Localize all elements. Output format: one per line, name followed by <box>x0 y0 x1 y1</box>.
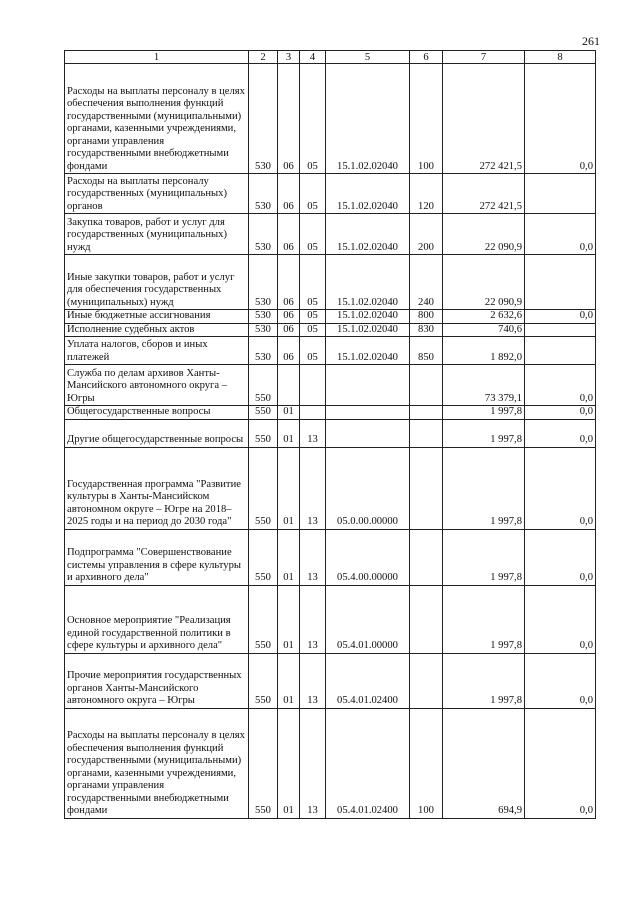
cell-amount: 1 997,8 <box>443 447 525 529</box>
cell-subsection: 13 <box>300 529 326 585</box>
cell-expense-type <box>410 406 443 420</box>
table-row <box>65 406 596 420</box>
cell-amount: 1 997,8 <box>443 419 525 447</box>
cell-subsection <box>300 406 326 420</box>
cell-subsection: 13 <box>300 708 326 818</box>
row-name: Общегосударственные вопросы <box>65 406 249 420</box>
cell-amount: 1 892,0 <box>443 337 525 365</box>
table-row <box>65 365 596 406</box>
cell-section: 06 <box>278 174 300 214</box>
cell-amount: 694,9 <box>443 708 525 818</box>
cell-admin-code: 550 <box>249 406 278 420</box>
cell-expense-type <box>410 365 443 406</box>
cell-section: 06 <box>278 214 300 255</box>
row-name: Подпрограмма "Совершенствование системы управления в сфере культуры и архивного дела" <box>65 529 249 585</box>
column-header: 4 <box>300 51 326 64</box>
cell-admin-code: 550 <box>249 653 278 708</box>
cell-target-article: 05.4.00.00000 <box>326 529 410 585</box>
cell-subsection: 13 <box>300 585 326 653</box>
cell-section: 06 <box>278 255 300 310</box>
cell-extra-amount <box>525 174 596 214</box>
cell-admin-code: 530 <box>249 337 278 365</box>
table-row <box>65 337 596 365</box>
cell-section: 01 <box>278 653 300 708</box>
table-row <box>65 255 596 310</box>
cell-extra-amount: 0,0 <box>525 585 596 653</box>
table-row <box>65 585 596 653</box>
row-name: Иные бюджетные ассигнования <box>65 310 249 324</box>
cell-expense-type <box>410 585 443 653</box>
cell-target-article: 15.1.02.02040 <box>326 310 410 324</box>
row-name: Основное мероприятие "Реализация единой государственной политики в сфере культуры и архивного дела" <box>65 585 249 653</box>
cell-extra-amount: 0,0 <box>525 214 596 255</box>
cell-expense-type <box>410 653 443 708</box>
cell-expense-type: 100 <box>410 708 443 818</box>
cell-extra-amount: 0,0 <box>525 64 596 174</box>
cell-expense-type <box>410 447 443 529</box>
cell-amount: 1 997,8 <box>443 585 525 653</box>
cell-amount: 1 997,8 <box>443 529 525 585</box>
cell-admin-code: 530 <box>249 323 278 337</box>
row-name: Другие общегосударственные вопросы <box>65 419 249 447</box>
column-header: 7 <box>443 51 525 64</box>
cell-target-article: 05.0.00.00000 <box>326 447 410 529</box>
cell-target-article <box>326 365 410 406</box>
cell-target-article: 15.1.02.02040 <box>326 323 410 337</box>
cell-target-article: 05.4.01.02400 <box>326 653 410 708</box>
cell-target-article: 05.4.01.02400 <box>326 708 410 818</box>
row-name: Расходы на выплаты персоналу в целях обеспечения выполнения функций государственными (муниципальными) органами, казенными учреждениями, органами управления государственными внебюджетными фондами <box>65 708 249 818</box>
table-row <box>65 310 596 324</box>
cell-target-article: 15.1.02.02040 <box>326 174 410 214</box>
cell-admin-code: 530 <box>249 174 278 214</box>
cell-section: 01 <box>278 419 300 447</box>
cell-admin-code: 550 <box>249 447 278 529</box>
cell-subsection: 05 <box>300 64 326 174</box>
table-row <box>65 529 596 585</box>
cell-subsection: 05 <box>300 323 326 337</box>
cell-section: 01 <box>278 406 300 420</box>
cell-expense-type: 120 <box>410 174 443 214</box>
cell-expense-type: 240 <box>410 255 443 310</box>
cell-section <box>278 365 300 406</box>
row-name: Уплата налогов, сборов и иных платежей <box>65 337 249 365</box>
cell-admin-code: 550 <box>249 529 278 585</box>
cell-subsection <box>300 365 326 406</box>
table-row <box>65 214 596 255</box>
cell-target-article <box>326 419 410 447</box>
cell-target-article <box>326 406 410 420</box>
page-number: 261 <box>582 34 600 48</box>
cell-extra-amount: 0,0 <box>525 365 596 406</box>
row-name: Исполнение судебных актов <box>65 323 249 337</box>
cell-admin-code: 550 <box>249 585 278 653</box>
cell-section: 06 <box>278 64 300 174</box>
cell-admin-code: 530 <box>249 255 278 310</box>
row-name: Прочие мероприятия государственных органов Ханты-Мансийского автономного округа – Югры <box>65 653 249 708</box>
row-name: Расходы на выплаты персоналу государственных (муниципальных) органов <box>65 174 249 214</box>
cell-extra-amount: 0,0 <box>525 529 596 585</box>
cell-extra-amount: 0,0 <box>525 406 596 420</box>
cell-expense-type: 850 <box>410 337 443 365</box>
cell-expense-type: 100 <box>410 64 443 174</box>
cell-extra-amount <box>525 255 596 310</box>
cell-admin-code: 550 <box>249 419 278 447</box>
row-name: Государственная программа "Развитие культуры в Ханты-Мансийском автономном округе – Югре на 2018–2025 годы и на период до 2030 года" <box>65 447 249 529</box>
cell-extra-amount <box>525 337 596 365</box>
table-row <box>65 174 596 214</box>
cell-subsection: 05 <box>300 310 326 324</box>
cell-target-article: 05.4.01.00000 <box>326 585 410 653</box>
cell-admin-code: 530 <box>249 310 278 324</box>
cell-admin-code: 550 <box>249 365 278 406</box>
cell-amount: 2 632,6 <box>443 310 525 324</box>
table-row <box>65 323 596 337</box>
cell-target-article: 15.1.02.02040 <box>326 337 410 365</box>
cell-amount: 272 421,5 <box>443 64 525 174</box>
cell-admin-code: 530 <box>249 64 278 174</box>
cell-subsection: 05 <box>300 214 326 255</box>
table-row <box>65 653 596 708</box>
table-row <box>65 419 596 447</box>
cell-expense-type: 830 <box>410 323 443 337</box>
cell-admin-code: 530 <box>249 214 278 255</box>
cell-subsection: 13 <box>300 653 326 708</box>
cell-extra-amount <box>525 323 596 337</box>
cell-amount: 22 090,9 <box>443 255 525 310</box>
row-name: Закупка товаров, работ и услуг для государственных (муниципальных) нужд <box>65 214 249 255</box>
table-row <box>65 447 596 529</box>
cell-subsection: 05 <box>300 174 326 214</box>
cell-section: 01 <box>278 585 300 653</box>
cell-section: 01 <box>278 447 300 529</box>
cell-amount: 272 421,5 <box>443 174 525 214</box>
cell-amount: 73 379,1 <box>443 365 525 406</box>
column-header: 6 <box>410 51 443 64</box>
cell-extra-amount: 0,0 <box>525 708 596 818</box>
cell-extra-amount: 0,0 <box>525 447 596 529</box>
cell-section: 01 <box>278 708 300 818</box>
header-row <box>65 51 596 64</box>
cell-section: 06 <box>278 310 300 324</box>
cell-expense-type <box>410 529 443 585</box>
cell-amount: 22 090,9 <box>443 214 525 255</box>
column-header: 5 <box>326 51 410 64</box>
cell-section: 06 <box>278 337 300 365</box>
row-name: Иные закупки товаров, работ и услуг для обеспечения государственных (муниципальных) нужд <box>65 255 249 310</box>
cell-subsection: 13 <box>300 447 326 529</box>
cell-expense-type <box>410 419 443 447</box>
cell-target-article: 15.1.02.02040 <box>326 64 410 174</box>
row-name: Расходы на выплаты персоналу в целях обеспечения выполнения функций государственными (муниципальными) органами, казенными учреждениями, органами управления государственными внебюджетными фондами <box>65 64 249 174</box>
cell-section: 01 <box>278 529 300 585</box>
cell-subsection: 13 <box>300 419 326 447</box>
column-header: 3 <box>278 51 300 64</box>
cell-amount: 740,6 <box>443 323 525 337</box>
cell-subsection: 05 <box>300 337 326 365</box>
cell-expense-type: 200 <box>410 214 443 255</box>
cell-amount: 1 997,8 <box>443 406 525 420</box>
table-row <box>65 708 596 818</box>
cell-extra-amount: 0,0 <box>525 310 596 324</box>
cell-amount: 1 997,8 <box>443 653 525 708</box>
column-header: 8 <box>525 51 596 64</box>
cell-extra-amount: 0,0 <box>525 653 596 708</box>
column-header: 1 <box>65 51 249 64</box>
cell-section: 06 <box>278 323 300 337</box>
cell-expense-type: 800 <box>410 310 443 324</box>
table-row <box>65 64 596 174</box>
cell-target-article: 15.1.02.02040 <box>326 214 410 255</box>
cell-admin-code: 550 <box>249 708 278 818</box>
cell-subsection: 05 <box>300 255 326 310</box>
column-header: 2 <box>249 51 278 64</box>
cell-target-article: 15.1.02.02040 <box>326 255 410 310</box>
row-name: Служба по делам архивов Ханты-Мансийского автономного округа – Югры <box>65 365 249 406</box>
cell-extra-amount: 0,0 <box>525 419 596 447</box>
budget-table <box>64 50 596 819</box>
